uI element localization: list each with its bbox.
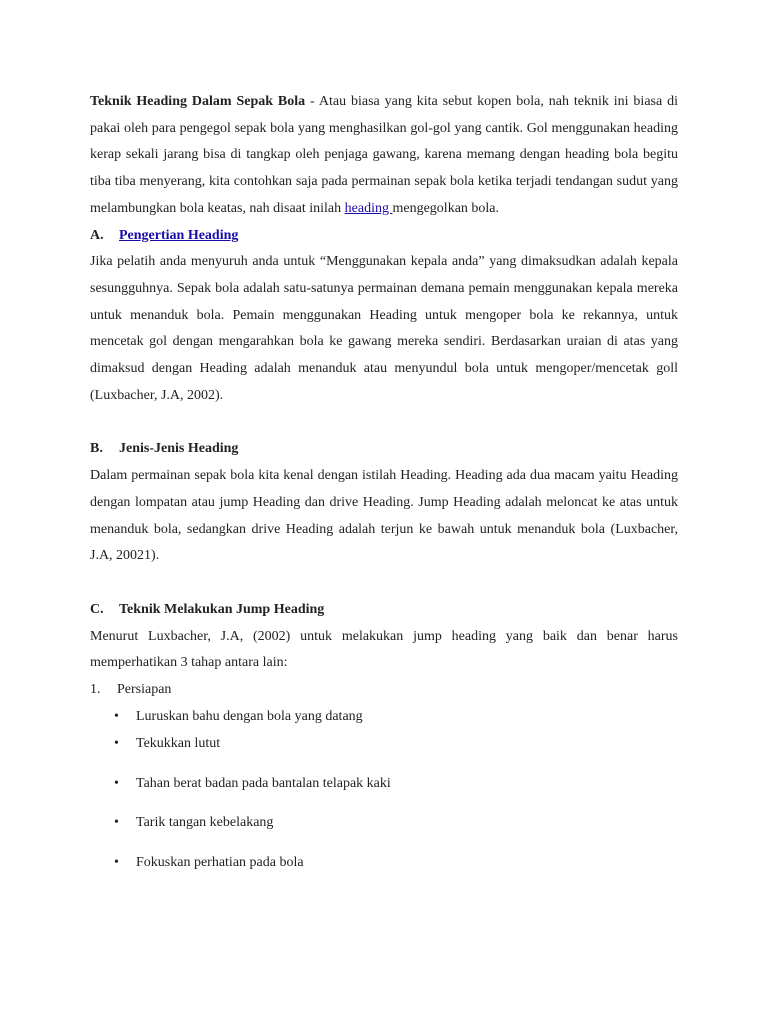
- section-b-letter: B.: [90, 441, 103, 457]
- list-item: [90, 850, 678, 877]
- section-c-heading: [90, 597, 678, 624]
- bullet-list: [90, 704, 678, 877]
- numbered-item: [90, 677, 678, 704]
- section-a-letter: A.: [90, 227, 104, 243]
- section-a-heading: [90, 223, 678, 250]
- document-page: [90, 89, 678, 877]
- numbered-item-number: 1.: [90, 682, 101, 698]
- section-b-heading: [90, 436, 678, 463]
- intro-paragraph: [90, 89, 678, 223]
- intro-bold-title: Teknik Heading Dalam Sepak Bola: [90, 94, 306, 109]
- intro-text-end: mengegolkan bola.: [392, 200, 500, 216]
- section-c-body: Menurut Luxbacher, J.A, (2002) untuk melakukan jump heading yang baik dan benar harus memperhatikan 3 tahap antara lain:: [90, 628, 678, 671]
- list-item: [90, 771, 678, 798]
- section-a-body: Jika pelatih anda menyuruh anda untuk “Menggunakan kepala anda” yang dimaksudkan adalah kepala sesungguhnya. Sepak bola adalah satu-satunya permainan demana pemain menggunakan kepala mereka untuk menanduk bola. Pemain menggunakan Heading untuk mengoper bola ke rekannya, untuk mencetak gol dengan mengarahkan bola ke gawang mereka sendiri. Berdasarkan uraian di atas yang dimaksud dengan Heading adalah menanduk atau menyundul bola untuk mengoper/mencetak goll (Luxbacher, J.A, 2002).: [90, 254, 678, 403]
- bullet-icon: •: [114, 708, 119, 724]
- section-c-title: Teknik Melakukan Jump Heading: [119, 601, 325, 617]
- section-c-letter: C.: [90, 601, 104, 617]
- spacer: [90, 570, 678, 597]
- list-item: [90, 731, 678, 758]
- bullet-icon: •: [114, 775, 119, 791]
- heading-link[interactable]: heading: [344, 200, 393, 216]
- list-item: [90, 704, 678, 731]
- spacer: [90, 409, 678, 436]
- pengertian-heading-link[interactable]: Pengertian Heading: [119, 227, 239, 243]
- numbered-item-label: Persiapan: [117, 682, 172, 698]
- list-item-text: Tekukkan lutut: [136, 735, 221, 751]
- list-item-text: Tahan berat badan pada bantalan telapak kaki: [136, 775, 391, 791]
- list-item: [90, 810, 678, 837]
- list-item-text: Luruskan bahu dengan bola yang datang: [136, 708, 363, 724]
- section-b-body: Dalam permainan sepak bola kita kenal dengan istilah Heading. Heading ada dua macam yaitu Heading dengan lompatan atau jump Heading dan drive Heading. Jump Heading adalah meloncat ke atas untuk menanduk bola, sedangkan drive Heading adalah terjun ke bawah untuk menanduk bola (Luxbacher, J.A, 20021).: [90, 468, 678, 564]
- bullet-icon: •: [114, 735, 119, 751]
- bullet-icon: •: [114, 815, 119, 831]
- list-item-text: Fokuskan perhatian pada bola: [136, 855, 304, 871]
- list-item-text: Tarik tangan kebelakang: [136, 815, 274, 831]
- section-b-title: Jenis-Jenis Heading: [119, 441, 239, 457]
- intro-text: - Atau biasa yang kita sebut kopen bola, nah teknik ini biasa di pakai oleh para pengegol sepak bola yang menghasilkan gol-gol yang cantik. Gol menggunakan heading kerap sekali jarang bisa di tangkap oleh penjaga gawang, karena memang dengan heading bola begitu tiba tiba menyerang, kita contohkan saja pada permainan sepak bola ketika terjadi tendangan sudut yang melambungkan bola keatas, nah disaat inilah: [90, 94, 678, 216]
- bullet-icon: •: [114, 855, 119, 871]
